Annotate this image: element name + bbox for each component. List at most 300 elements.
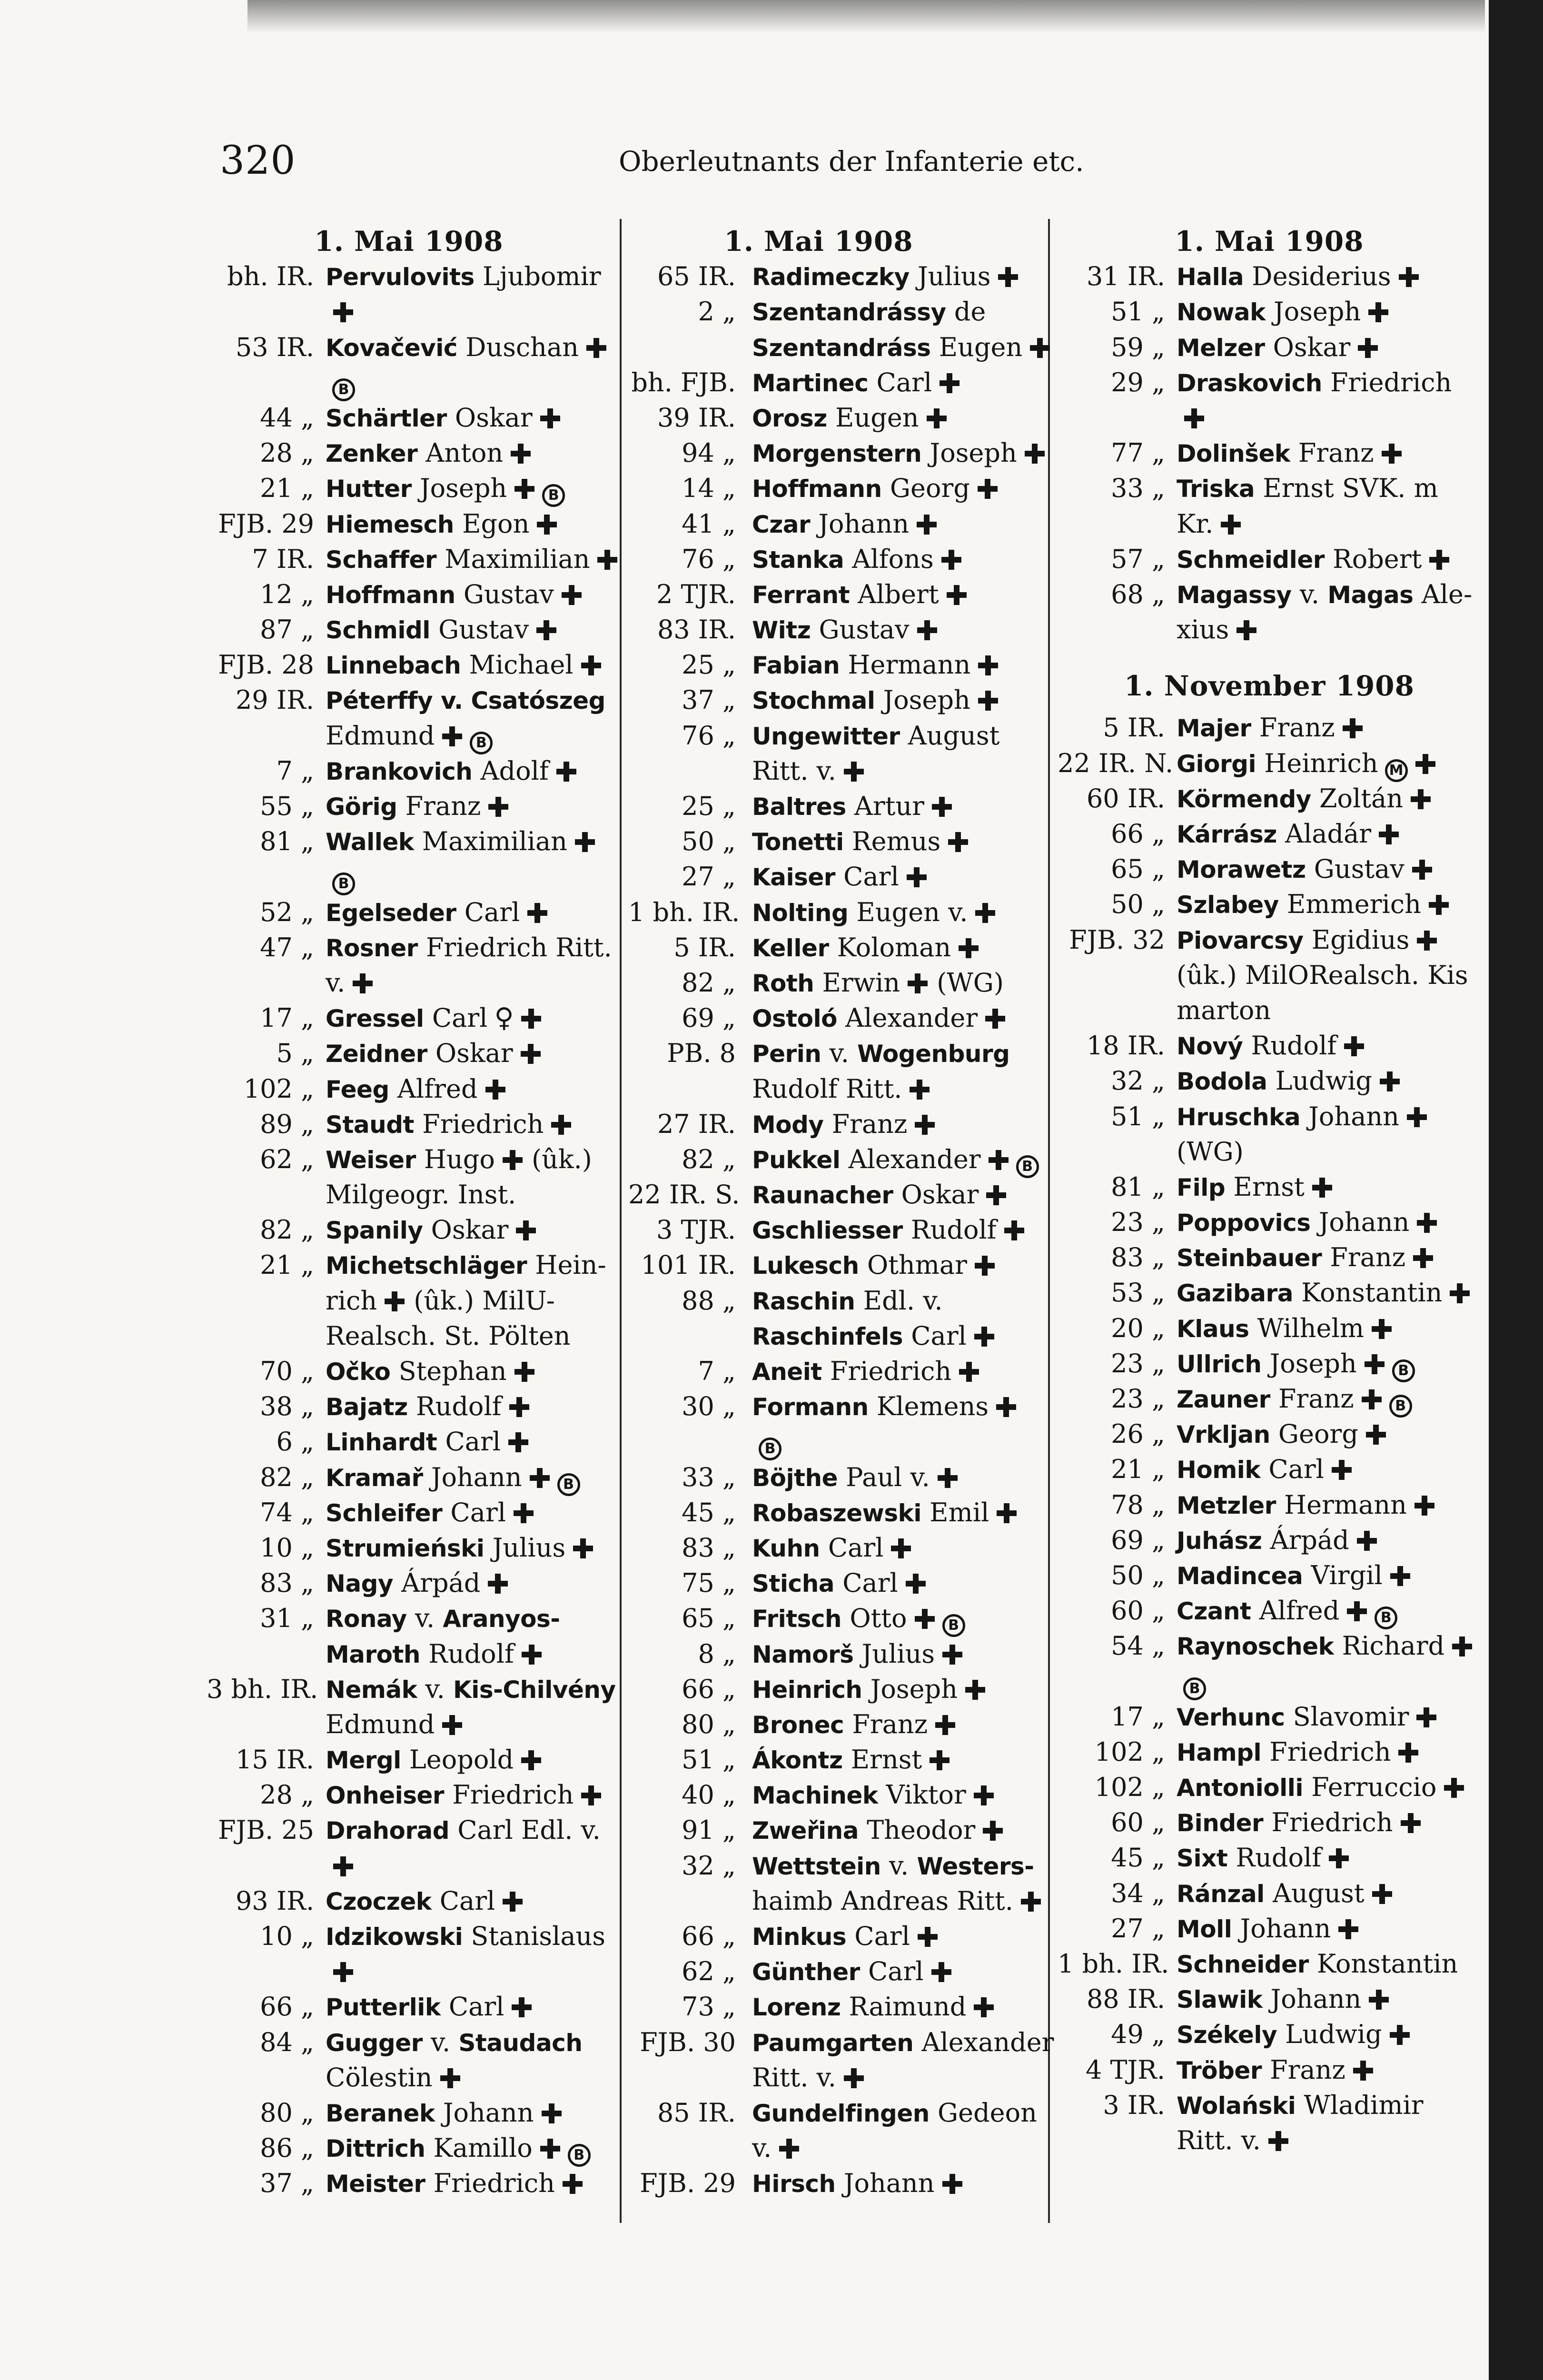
given-name: Johann	[1232, 1913, 1331, 1944]
given-name: Franz	[1270, 1384, 1354, 1414]
roster-entry	[628, 1954, 1009, 1989]
roster-entry	[1058, 577, 1481, 612]
cross-pattee-icon	[907, 972, 929, 994]
surname: Linhardt	[326, 1428, 437, 1457]
given-name: Wilhelm	[1249, 1313, 1364, 1343]
cross-pattee-icon	[1003, 1220, 1025, 1241]
surname: Madincea	[1177, 1562, 1303, 1590]
cross-pattee-icon	[521, 1644, 543, 1666]
given-name: Carl	[442, 1497, 506, 1527]
surname: Drahorad	[326, 1817, 450, 1845]
cross-pattee-icon	[930, 1961, 952, 1983]
cross-pattee-icon	[916, 514, 938, 536]
predicate-name: Magas	[1327, 581, 1414, 609]
unit-designation: 80 „	[682, 1709, 736, 1739]
cross-pattee-icon	[958, 1361, 980, 1383]
surname-continued: Szentandráss	[752, 334, 931, 362]
given-name: Zoltán	[1311, 783, 1404, 813]
cross-pattee-icon	[1368, 1989, 1390, 2011]
surname: Kovačević	[326, 334, 457, 362]
roster-entry	[1058, 852, 1481, 887]
surname: Namorš	[752, 1640, 854, 1668]
unit-designation: 5 IR.	[1103, 713, 1165, 743]
cross-pattee-icon	[520, 1043, 542, 1065]
roster-entry	[1058, 365, 1481, 400]
given-name: Friedrich	[821, 1356, 952, 1386]
surname: Nowak	[1177, 298, 1266, 327]
given-name: Gustav	[811, 615, 910, 645]
unit-designation: 41 „	[682, 508, 736, 539]
given-name: Joseph	[1265, 297, 1361, 327]
unit-designation: 73 „	[682, 1992, 736, 2022]
unit-designation: 75 „	[682, 1568, 736, 1598]
unit-designation: 54 „	[1111, 1631, 1165, 1661]
cross-pattee-icon	[539, 407, 561, 429]
roster-entry	[628, 1177, 1009, 1212]
unit-designation: 52 „	[260, 897, 314, 927]
unit-designation: 28 „	[260, 438, 314, 468]
roster-entry	[628, 1107, 1009, 1142]
given-name: Johann	[1300, 1101, 1399, 1131]
cross-pattee-icon	[1378, 823, 1400, 845]
unit-designation: 21 „	[1111, 1454, 1165, 1485]
page-top-shadow	[247, 0, 1485, 33]
given-name: Carl	[820, 1532, 884, 1563]
surname: Mergl	[326, 1746, 401, 1775]
unit-designation: 7 „	[698, 1356, 736, 1386]
cross-pattee-icon	[352, 972, 374, 994]
surname: Czar	[752, 510, 811, 538]
surname: Feeg	[326, 1075, 389, 1103]
unit-designation: 65 „	[1111, 854, 1165, 884]
given-name: Joseph	[1261, 1348, 1357, 1378]
unit-designation: 82 „	[260, 1462, 314, 1492]
circled-b-icon: B	[470, 732, 493, 754]
cross-pattee-icon	[940, 549, 962, 571]
unit-designation: 38 „	[260, 1391, 314, 1422]
surname: Hutter	[326, 475, 412, 503]
remark: (WG)	[929, 967, 1004, 998]
cross-pattee-icon	[1342, 717, 1364, 739]
surname: Ránzal	[1177, 1880, 1265, 1908]
unit-designation: 68 „	[1111, 579, 1165, 609]
roster-entry	[628, 1777, 1009, 1813]
surname-continued: Maroth	[326, 1640, 421, 1668]
cross-pattee-icon	[529, 1467, 551, 1489]
section-heading: 1. November 1908	[1124, 670, 1415, 703]
unit-designation: 94 „	[682, 438, 736, 468]
cross-pattee-icon	[510, 443, 532, 465]
given-name: Ludwig	[1267, 1066, 1372, 1096]
roster-entry	[207, 895, 611, 930]
roster-entry	[628, 1354, 1009, 1389]
unit-designation: 37 „	[682, 685, 736, 715]
surname: Kárrász	[1177, 821, 1277, 848]
surname: Verhunc	[1177, 1703, 1285, 1731]
cross-pattee-icon	[843, 761, 865, 783]
surname: Triska	[1177, 475, 1255, 503]
cross-pattee-icon	[507, 1431, 529, 1453]
roster-entry	[207, 930, 611, 965]
given-name: v.	[880, 1850, 917, 1881]
surname: Onheiser	[326, 1782, 445, 1810]
surname: Rosner	[326, 934, 418, 962]
cross-pattee-icon	[1328, 1847, 1350, 1869]
surname: Perin	[752, 1040, 821, 1068]
cross-pattee-icon	[926, 407, 948, 429]
unit-designation: 82 „	[682, 1144, 736, 1174]
unit-designation: 66 „	[1111, 819, 1165, 849]
given-name: Wladimir	[1296, 2090, 1424, 2120]
cross-pattee-icon	[964, 1679, 986, 1701]
continuation-text: Carl	[903, 1320, 967, 1351]
unit-designation: 12 „	[260, 579, 314, 609]
unit-designation: 10 „	[260, 1532, 314, 1563]
unit-designation: 47 „	[260, 932, 314, 962]
surname: Paumgarten	[752, 2029, 914, 2057]
roster-entry	[1058, 1946, 1481, 1982]
running-title: Oberleutnants der Infanterie etc.	[619, 145, 1084, 178]
surname: Ferrant	[752, 581, 850, 609]
surname: Ákontz	[752, 1746, 843, 1775]
surname: Halla	[1177, 263, 1244, 291]
unit-designation: 101 IR.	[641, 1250, 736, 1280]
unit-designation: 23 „	[1111, 1384, 1165, 1414]
entry-continuation	[628, 1071, 1009, 1107]
unit-designation: 6 „	[276, 1427, 314, 1457]
cross-pattee-icon	[939, 372, 960, 394]
unit-designation: 81 „	[260, 826, 314, 857]
roster-entry	[1058, 1735, 1481, 1770]
unit-designation: 66 „	[682, 1674, 736, 1704]
roster-entry	[1058, 1699, 1481, 1735]
surname: Raschin	[752, 1287, 855, 1315]
cross-pattee-icon	[914, 1114, 936, 1136]
surname: Klaus	[1177, 1315, 1249, 1343]
section-heading: 1. Mai 1908	[314, 225, 504, 258]
roster-entry	[628, 542, 1009, 577]
given-name: Adolf	[472, 755, 549, 786]
roster-entry	[1058, 746, 1481, 781]
given-name: Konstantin	[1308, 1949, 1458, 1979]
cross-pattee-icon	[441, 725, 463, 747]
unit-designation: 78 „	[1111, 1489, 1165, 1520]
given-name: Franz	[823, 1109, 908, 1139]
surname: Pukkel	[752, 1146, 841, 1174]
unit-designation: 7 „	[276, 755, 314, 786]
cross-pattee-icon	[973, 1326, 995, 1348]
remark: (ûk.)	[523, 1144, 592, 1174]
cross-pattee-icon	[934, 1714, 956, 1736]
roster-entry	[207, 1424, 611, 1459]
unit-designation: 50 „	[1111, 1560, 1165, 1590]
unit-designation: 69 „	[1111, 1525, 1165, 1555]
entry-continuation	[207, 718, 611, 754]
unit-designation: 29 „	[1111, 367, 1165, 397]
given-name: Hermann	[1276, 1489, 1407, 1520]
given-name: Carl	[1260, 1454, 1324, 1485]
roster-entry	[207, 436, 611, 471]
given-name: Friedrich	[414, 1109, 544, 1139]
given-name: Carl	[860, 1956, 924, 1987]
surname: Dolinšek	[1177, 440, 1290, 468]
given-name: v.	[422, 2027, 459, 2057]
surname: Giorgi	[1177, 750, 1256, 778]
roster-entry	[628, 1601, 1009, 1636]
circled-b-icon: B	[557, 1473, 580, 1496]
surname: Linnebach	[326, 652, 461, 680]
unit-designation: 50 „	[1111, 889, 1165, 920]
unit-designation: 51 „	[682, 1745, 736, 1775]
section-heading: 1. Mai 1908	[1175, 225, 1364, 258]
surname: Schaffer	[326, 545, 437, 574]
cross-pattee-icon	[947, 831, 969, 853]
given-name: Johann	[835, 2168, 935, 2199]
roster-entry	[207, 1742, 611, 1777]
surname: Očko	[326, 1358, 391, 1386]
given-name: Árpád	[393, 1568, 481, 1598]
given-name: August	[1264, 1878, 1365, 1908]
given-name: Albert	[850, 579, 939, 609]
surname: Tonetti	[752, 828, 844, 856]
roster-entry	[207, 1248, 611, 1283]
cross-pattee-icon	[550, 1114, 572, 1136]
surname: Orosz	[752, 404, 827, 432]
roster-entry	[1058, 2017, 1481, 2052]
unit-designation: 2 TJR.	[656, 579, 736, 609]
surname: Metzler	[1177, 1491, 1276, 1519]
surname: Schneider	[1177, 1951, 1309, 1978]
surname: Morawetz	[1177, 856, 1306, 884]
cross-pattee-icon	[1236, 619, 1257, 641]
roster-entry	[1058, 2088, 1481, 2123]
cross-pattee-icon	[1397, 1742, 1419, 1764]
cross-pattee-icon	[984, 1008, 1006, 1030]
unit-designation: 37 „	[260, 2168, 314, 2199]
surname: Piovarcsy	[1177, 926, 1304, 954]
cross-pattee-icon	[1343, 1035, 1365, 1057]
given-name: Rudolf	[1243, 1031, 1337, 1061]
surname: Ungewitter	[752, 722, 900, 750]
surname: Roth	[752, 969, 814, 997]
surname: Nemák	[326, 1676, 417, 1704]
given-name: Virgil	[1303, 1560, 1383, 1590]
unit-designation: 83 „	[260, 1568, 314, 1598]
given-name: Ernst	[842, 1745, 922, 1775]
roster-entry	[207, 647, 611, 683]
unit-designation: 15 IR.	[235, 1745, 314, 1775]
given-name: Gustav	[1306, 854, 1405, 884]
unit-designation: 5 IR.	[673, 932, 736, 962]
entry-continuation	[628, 1319, 1009, 1354]
unit-designation: 102 „	[1094, 1736, 1165, 1767]
continuation-text: marton	[1177, 995, 1271, 1025]
entry-continuation	[1058, 1664, 1481, 1699]
cross-pattee-icon	[937, 1467, 959, 1489]
roster-entry	[207, 1071, 611, 1107]
given-name: Carl Edl. v.	[449, 1815, 601, 1845]
unit-designation: 5 „	[276, 1038, 314, 1069]
roster-entry	[1058, 1488, 1481, 1523]
given-name: v.	[417, 1674, 453, 1704]
given-name: Ernst SVK. m	[1255, 473, 1438, 504]
unit-designation: FJB. 29	[640, 2168, 736, 2199]
roster-entry	[1058, 1876, 1481, 1911]
roster-entry	[1058, 259, 1481, 294]
cross-pattee-icon	[941, 2173, 963, 2195]
roster-entry	[1058, 1311, 1481, 1346]
given-name: Artur	[846, 791, 925, 821]
roster-entry	[628, 965, 1009, 1001]
given-name: Ljubomir	[474, 261, 601, 292]
roster-entry	[207, 1566, 611, 1601]
surname: Zeidner	[326, 1040, 427, 1068]
cross-pattee-icon	[580, 1785, 602, 1806]
surname: Moll	[1177, 1915, 1232, 1943]
given-name: Otto	[841, 1603, 907, 1634]
unit-designation: 51 „	[1111, 297, 1165, 327]
roster-entry	[628, 400, 1009, 436]
cross-pattee-icon	[1346, 1600, 1368, 1622]
roster-entry	[207, 683, 611, 718]
circled-b-icon: B	[1016, 1155, 1039, 1178]
continuation-text: Ritt. v.	[752, 2062, 836, 2092]
surname: Morgenstern	[752, 440, 922, 468]
surname: Draskovich	[1177, 369, 1322, 397]
roster-entry	[207, 789, 611, 824]
cross-pattee-icon	[1416, 930, 1438, 952]
given-name: Maximilian	[414, 826, 567, 857]
circled-b-icon: B	[1183, 1677, 1206, 1700]
cross-pattee-icon	[1410, 788, 1432, 810]
cross-pattee-icon	[1357, 337, 1379, 359]
surname: Zenker	[326, 440, 418, 468]
cross-pattee-icon	[514, 1361, 535, 1383]
cross-pattee-icon	[1020, 1891, 1042, 1913]
entry-continuation	[1058, 400, 1481, 436]
surname: Gugger	[326, 2029, 423, 2057]
roster-entry	[1058, 1452, 1481, 1487]
given-name: Ludwig	[1277, 2019, 1382, 2050]
given-name: Stanislaus	[463, 1921, 606, 1951]
given-name: Oskar	[423, 1215, 509, 1245]
unit-designation: 88 IR.	[1086, 1984, 1165, 2014]
given-name: Robert	[1324, 544, 1422, 574]
surname: Stanka	[752, 545, 844, 574]
surname: Zauner	[1177, 1386, 1270, 1413]
surname: Lorenz	[752, 1993, 841, 2022]
surname: Putterlik	[326, 1993, 441, 2022]
knot-symbol-icon: ♀	[494, 1002, 514, 1034]
page-number: 320	[220, 138, 296, 183]
unit-designation: 49 „	[1111, 2019, 1165, 2050]
surname: Böjthe	[752, 1464, 838, 1492]
roster-entry	[207, 1389, 611, 1424]
unit-designation: 14 „	[682, 473, 736, 504]
cross-pattee-icon	[906, 866, 928, 888]
continuation-text: Rudolf Ritt.	[752, 1073, 902, 1104]
cross-pattee-icon	[574, 831, 596, 853]
unit-designation: FJB. 32	[1069, 924, 1165, 955]
given-name: Friedrich	[1261, 1736, 1391, 1767]
roster-entry	[1058, 1770, 1481, 1805]
entry-continuation	[1058, 506, 1481, 542]
surname: Czoczek	[326, 1887, 432, 1915]
roster-entry	[628, 1919, 1009, 1954]
roster-entry	[628, 1742, 1009, 1777]
entry-continuation	[207, 1283, 611, 1319]
unit-designation: 51 „	[1111, 1101, 1165, 1131]
unit-designation: 45 „	[682, 1497, 736, 1527]
given-name: Egon	[454, 508, 530, 539]
unit-designation: 3 TJR.	[656, 1215, 736, 1245]
roster-entry	[1058, 1205, 1481, 1240]
cross-pattee-icon	[914, 1608, 936, 1630]
cross-pattee-icon	[1352, 2060, 1374, 2082]
entry-continuation	[207, 1636, 611, 1672]
given-name: Emil	[921, 1497, 989, 1527]
circled-b-icon: B	[942, 1614, 965, 1637]
roster-entry	[1058, 1593, 1481, 1628]
cross-pattee-icon	[977, 690, 999, 712]
cross-pattee-icon	[1398, 266, 1420, 288]
given-name: Rudolf	[902, 1215, 997, 1245]
roster-entry	[207, 1036, 611, 1071]
cross-pattee-icon	[1367, 301, 1389, 323]
given-name: Richard	[1334, 1631, 1445, 1661]
roster-entry	[207, 1001, 611, 1036]
given-name: Franz	[397, 791, 481, 821]
surname: Hoffmann	[752, 475, 882, 503]
given-name: Alexander	[837, 1003, 978, 1033]
given-name: Friedrich	[425, 2168, 555, 2199]
unit-designation: 50 „	[682, 826, 736, 857]
unit-designation: 69 „	[682, 1003, 736, 1033]
surname: Baltres	[752, 793, 846, 821]
cross-pattee-icon	[1356, 1530, 1378, 1552]
unit-designation: 83 „	[1111, 1242, 1165, 1273]
surname: Egelseder	[326, 899, 456, 927]
roster-entry	[628, 1495, 1009, 1530]
surname: Sticha	[752, 1570, 835, 1598]
roster-entry	[207, 612, 611, 647]
roster-entry	[628, 718, 1009, 754]
column-2	[628, 224, 1054, 2202]
roster-entry	[1058, 1840, 1481, 1875]
column-divider	[620, 219, 622, 2223]
cross-pattee-icon	[973, 1785, 995, 1806]
surname: Schärtler	[326, 404, 447, 432]
cross-pattee-icon	[1428, 894, 1450, 916]
surname: Poppovics	[1177, 1209, 1311, 1237]
surname: Binder	[1177, 1809, 1264, 1837]
circled-b-icon: B	[568, 2144, 591, 2167]
given-name: Kamillo	[425, 2133, 533, 2163]
continuation-text: Cölestin	[326, 2062, 433, 2092]
surname: Bronec	[752, 1711, 844, 1739]
unit-designation: 32 „	[1111, 1066, 1165, 1096]
unit-designation: 88 „	[682, 1285, 736, 1316]
continuation-text: v.	[752, 2133, 772, 2163]
entry-continuation	[628, 2131, 1009, 2166]
unit-designation: 22 IR. S.	[628, 1180, 740, 1210]
continuation-text: xius	[1177, 615, 1229, 645]
surname: Filp	[1177, 1173, 1226, 1201]
roster-entry	[1058, 1911, 1481, 1946]
unit-designation: 23 „	[1111, 1207, 1165, 1238]
surname: Juhász	[1177, 1527, 1262, 1555]
roster-entry	[628, 859, 1009, 894]
